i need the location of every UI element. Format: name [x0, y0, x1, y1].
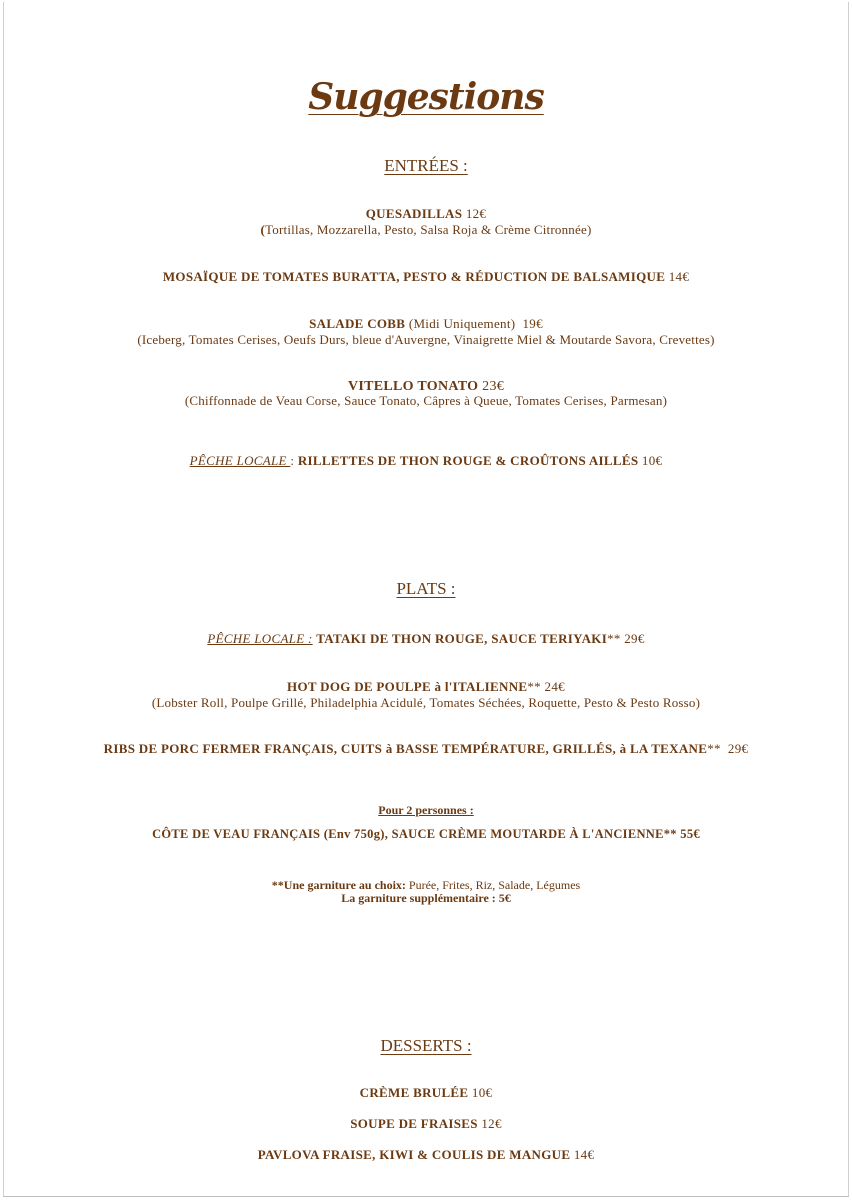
- peche-locale-label: PÊCHE LOCALE :: [207, 631, 313, 646]
- item-name: PAVLOVA FRAISE, KIWI & COULIS DE MANGUE: [257, 1147, 571, 1162]
- peche-locale-label: PÊCHE LOCALE: [189, 453, 291, 468]
- menu-item-cote-de-veau: CÔTE DE VEAU FRANÇAIS (Env 750g), SAUCE CRÈME MOUTARDE À L'ANCIENNE** 55€: [152, 827, 700, 841]
- item-price: 14€: [573, 1147, 595, 1162]
- menu-item-quesadillas: [0, 206, 852, 222]
- item-price: 29€: [624, 631, 645, 646]
- item-description-cobb: (Iceberg, Tomates Cerises, Oeufs Durs, bleue d'Auvergne, Vinaigrette Miel & Moutarde Savora, Crevettes): [137, 332, 715, 347]
- menu-item-rillettes: PÊCHE LOCALE : RILLETTES DE THON ROUGE & CROÛTONS AILLÉS 10€: [189, 453, 663, 468]
- section-heading-plats: PLATS :: [396, 579, 456, 598]
- item-description-vitello: (Chiffonnade de Veau Corse, Sauce Tonato, Câpres à Queue, Tomates Cerises, Parmesan): [184, 393, 668, 408]
- item-price: 24€: [544, 679, 565, 694]
- menu-item-hotdog: HOT DOG DE POULPE à l'ITALIENNE** 24€: [287, 679, 565, 694]
- page-frame: [3, 2, 849, 1197]
- page-title: Suggestions: [308, 76, 544, 118]
- menu-item-mosaique: [0, 269, 852, 285]
- garniture-options: Purée, Frites, Riz, Salade, Légumes: [408, 878, 581, 892]
- item-name: SALADE COBB: [309, 316, 406, 331]
- for-two-label: Pour 2 personnes :: [378, 803, 474, 817]
- item-price: 12€: [465, 206, 487, 221]
- item-name: TATAKI DE THON ROUGE, SAUCE TERIYAKI: [316, 631, 608, 646]
- section-heading-entrees: ENTRÉES :: [384, 156, 468, 175]
- menu-item-cobb: [0, 316, 852, 332]
- item-name: CRÈME BRULÉE: [359, 1085, 469, 1100]
- item-name: SOUPE DE FRAISES: [350, 1116, 478, 1131]
- item-price: 10€: [641, 453, 663, 468]
- item-price: 12€: [481, 1116, 502, 1131]
- item-name: QUESADILLAS: [365, 206, 463, 221]
- item-name: VITELLO TONATO: [347, 379, 479, 394]
- item-description-hotdog: (Lobster Roll, Poulpe Grillé, Philadelphia Acidulé, Tomates Séchées, Roquette, Pesto & Pesto Rosso): [151, 695, 701, 710]
- menu-item-ribs: RIBS DE PORC FERMER FRANÇAIS, CUITS à BASSE TEMPÉRATURE, GRILLÉS, à LA TEXANE** 29€: [103, 741, 749, 756]
- item-price: 10€: [471, 1085, 493, 1100]
- item-name: RIBS DE PORC FERMER FRANÇAIS, CUITS à BASSE TEMPÉRATURE, GRILLÉS, à LA TEXANE: [103, 741, 708, 756]
- menu-item-dessert: [0, 1147, 852, 1163]
- item-price: 29€: [727, 741, 749, 756]
- garniture-label: **Une garniture au choix:: [271, 878, 406, 892]
- item-name: MOSAÏQUE DE TOMATES BURATTA, PESTO & RÉDUCTION DE BALSAMIQUE: [162, 269, 666, 284]
- item-price: 14€: [668, 269, 690, 284]
- section-heading-desserts: DESSERTS :: [380, 1036, 472, 1055]
- item-name: HOT DOG DE POULPE à l'ITALIENNE: [287, 679, 528, 694]
- item-description-quesadillas: (Tortillas, Mozzarella, Pesto, Salsa Roja & Crème Citronnée): [260, 222, 592, 237]
- item-price: 23€: [482, 379, 505, 394]
- item-note: (Midi Uniquement): [408, 316, 516, 331]
- menu-item-dessert: [0, 1085, 852, 1101]
- menu-item-dessert: [0, 1116, 852, 1132]
- item-name: RILLETTES DE THON ROUGE & CROÛTONS AILLÉS: [297, 453, 639, 468]
- item-price: 19€: [522, 316, 543, 331]
- garniture-extra: La garniture supplémentaire : 5€: [341, 891, 511, 905]
- menu-item-tataki: PÊCHE LOCALE : TATAKI DE THON ROUGE, SAUCE TERIYAKI** 29€: [207, 631, 645, 646]
